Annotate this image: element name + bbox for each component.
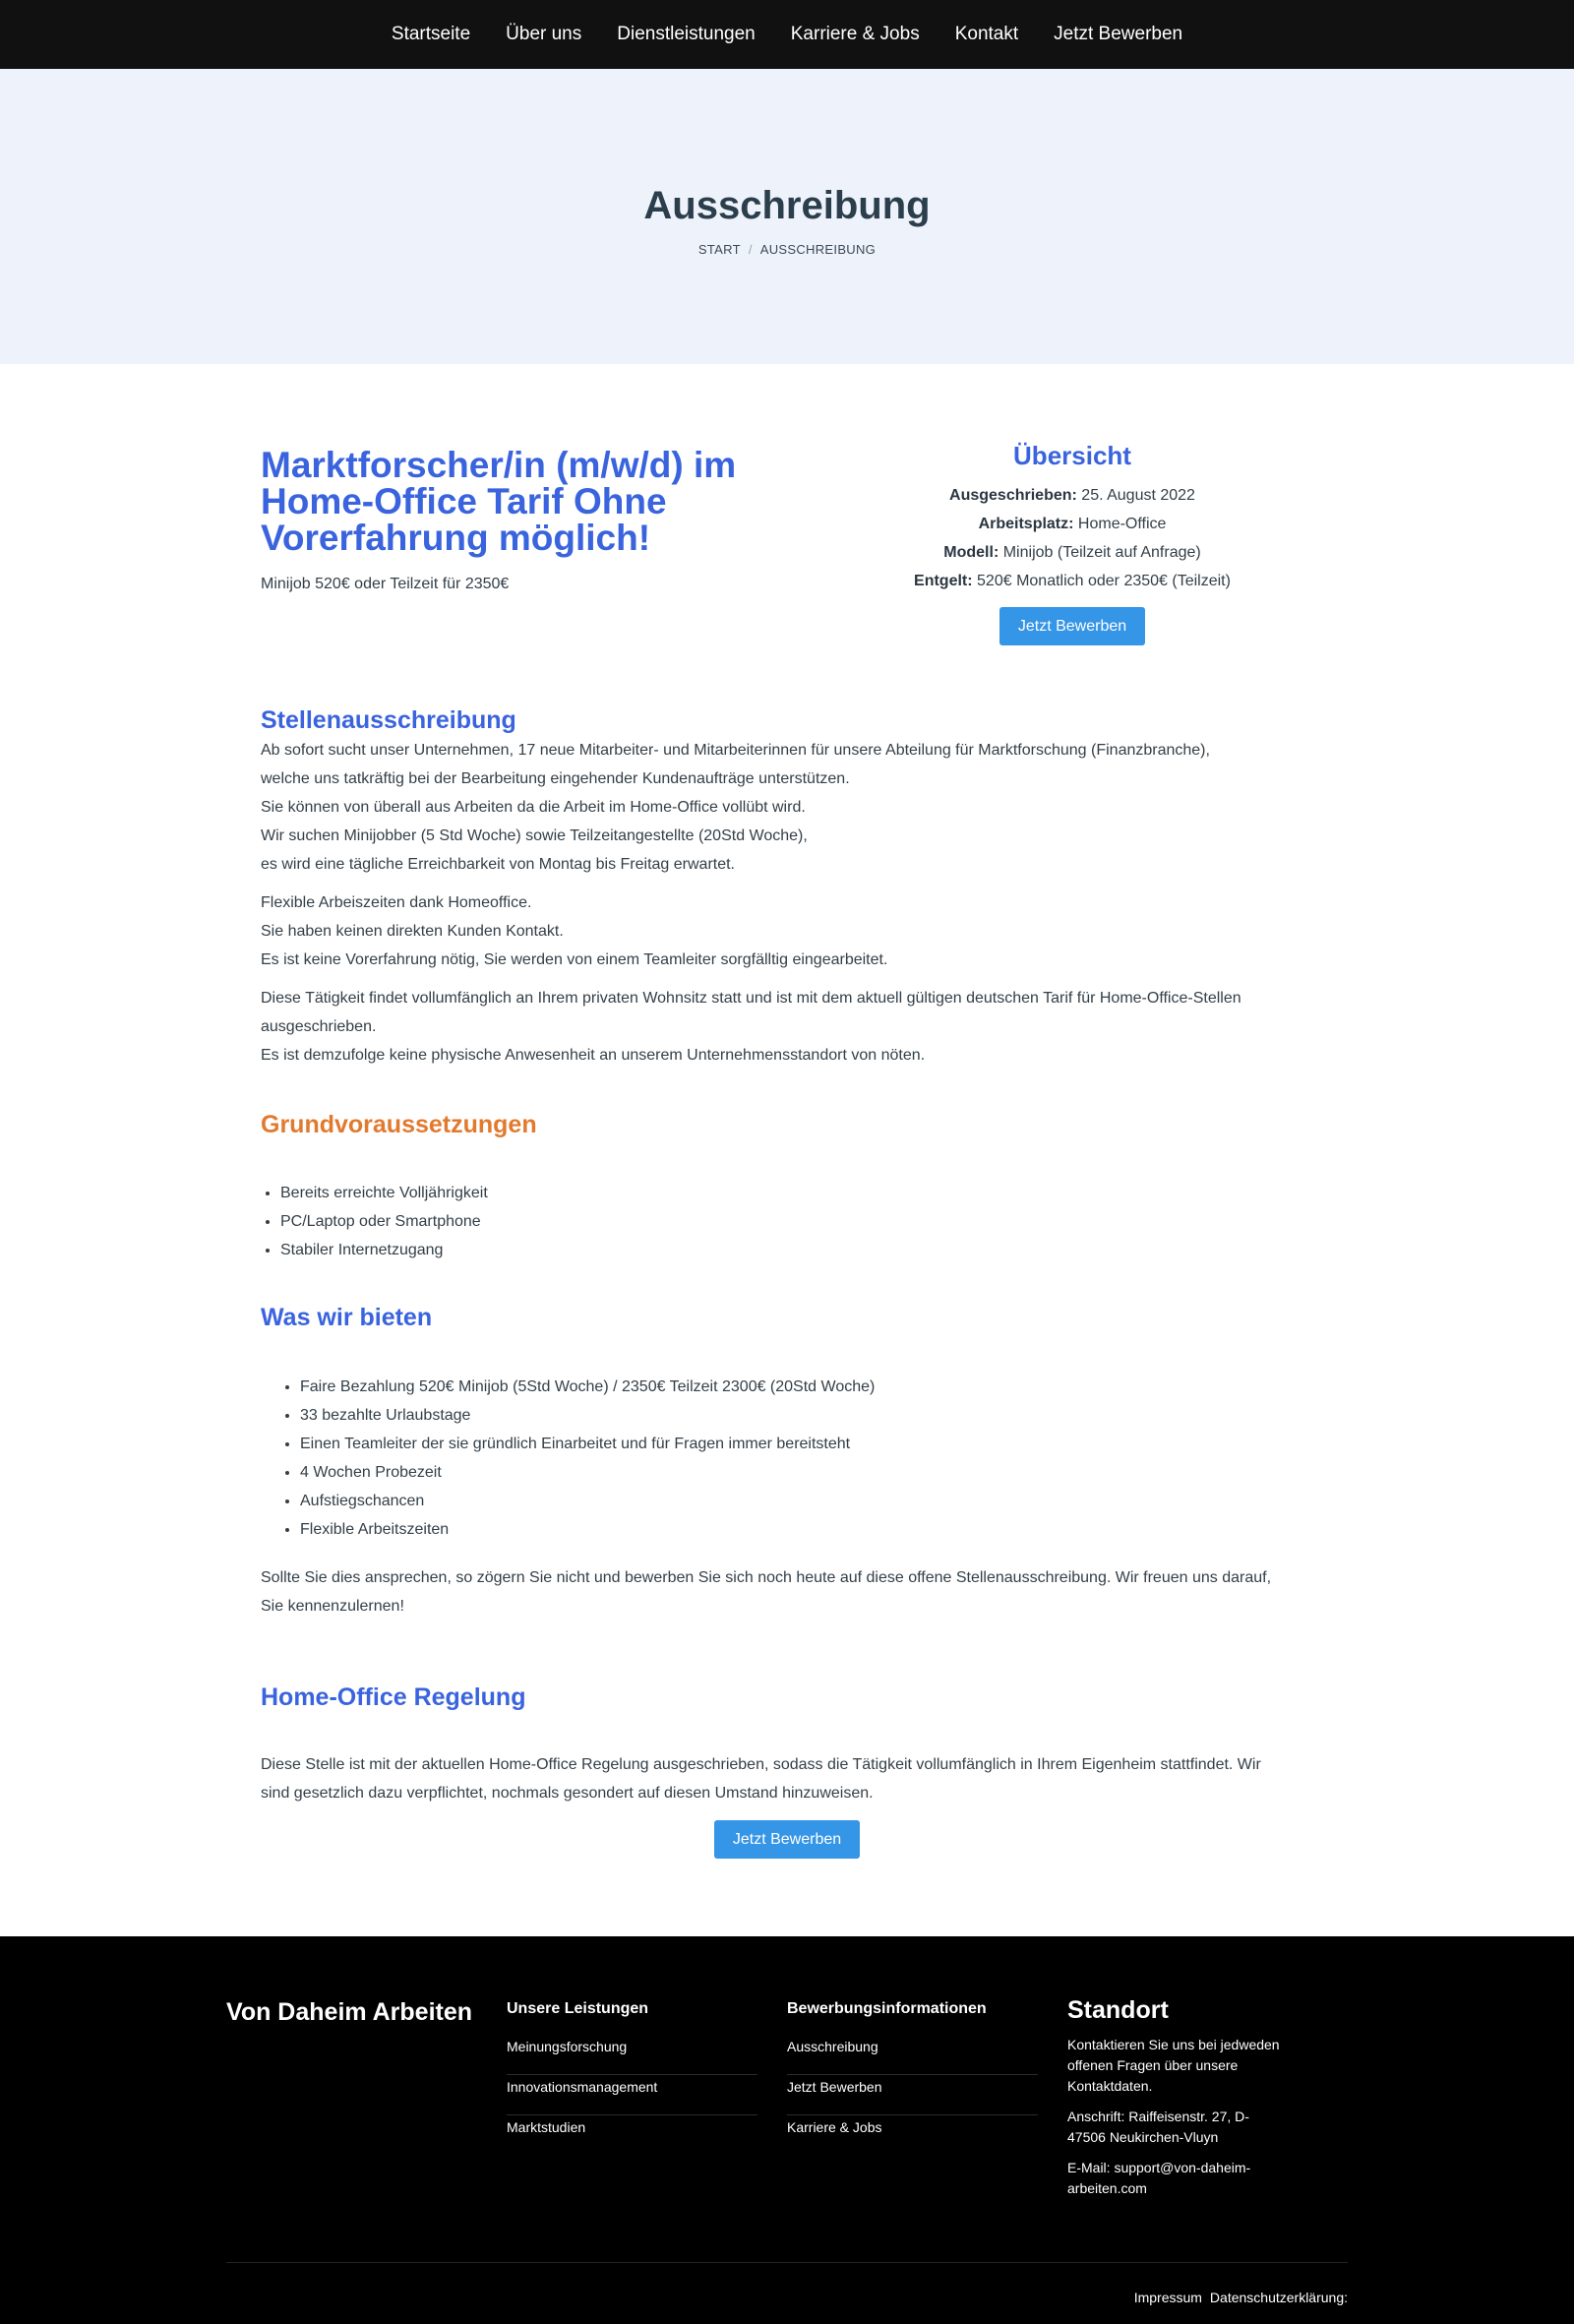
overview-row-entgelt	[861, 567, 1284, 595]
list-item: • 33 bezahlte Urlaubstage	[300, 1401, 1313, 1430]
breadcrumb-start[interactable]: START	[697, 242, 741, 257]
footer-heading-leistungen: Unsere Leistungen	[507, 2000, 649, 2017]
text-line: Es ist demzufolge keine physische Anwesenheit an unserem Unternehmensstandort von nöten.	[261, 1047, 926, 1064]
stelle-paragraph-2	[261, 888, 1313, 974]
nav-link-ueber-uns[interactable]: Über uns	[506, 24, 582, 44]
nav-link-startseite[interactable]: Startseite	[391, 24, 471, 44]
footer-email: E-Mail: support@von-daheim-arbeiten.com	[1067, 2160, 1251, 2196]
list-item: • Faire Bezahlung 520€ Minijob (5Std Woche) / 2350€ Teilzeit 2300€ (20Std Woche)	[300, 1373, 1313, 1401]
breadcrumb-current: AUSSCHREIBUNG	[759, 242, 877, 257]
section-grundvoraussetzungen	[261, 1111, 1313, 1264]
overview-box	[861, 441, 1284, 645]
list-item: • Aufstiegschancen	[300, 1487, 1313, 1515]
footer-columns	[226, 1936, 1348, 2209]
stelle-paragraph-1	[261, 736, 1313, 879]
footer-link-karriere-jobs[interactable]: Karriere & Jobs	[787, 2119, 882, 2135]
overview-value: Minijob (Teilzeit auf Anfrage)	[999, 544, 1201, 561]
footer-link-impressum[interactable]: Impressum	[1133, 2290, 1202, 2305]
overview-label: Ausgeschrieben:	[949, 487, 1077, 504]
overview-label: Modell:	[943, 544, 999, 561]
footer-address: Anschrift: Raiffeisenstr. 27, D-47506 Neukirchen-Vluyn	[1067, 2109, 1249, 2145]
job-headline-block	[261, 441, 772, 645]
list-item: • Stabiler Internetzugang	[280, 1236, 1313, 1264]
list-item: • Bereits erreichte Volljährigkeit	[280, 1179, 1313, 1207]
page-hero	[0, 69, 1574, 364]
text-line: Sie haben keinen direkten Kunden Kontakt.	[261, 923, 564, 940]
footer-brand-title: Von Daheim Arbeiten	[226, 1998, 473, 2026]
section-title-was-wir-bieten: Was wir bieten	[261, 1304, 433, 1331]
section-was-wir-bieten	[261, 1304, 1313, 1621]
list-item: • PC/Laptop oder Smartphone	[280, 1207, 1313, 1236]
text-line: Sollte Sie dies ansprechen, so zögern Sie nicht und bewerben Sie sich noch heute auf diese offene Stellenausschreibung. Wir freuen uns darauf,	[261, 1569, 1272, 1586]
text-line: Sie können von überall aus Arbeiten da die Arbeit im Home-Office vollübt wird.	[261, 799, 806, 816]
overview-value: 520€ Monatlich oder 2350€ (Teilzeit)	[972, 573, 1231, 589]
text-line: Diese Stelle ist mit der aktuellen Home-Office Regelung ausgeschrieben, sodass die Tätigkeit vollumfänglich in Ihrem Eigenheim stattfindet. Wir	[261, 1756, 1261, 1773]
overview-row-modell	[861, 538, 1284, 567]
apply-button-wrapper	[261, 1820, 1313, 1859]
footer-contact-text: Kontaktieren Sie uns bei jedweden offenen Fragen über unsere Kontaktdaten.	[1067, 2037, 1280, 2094]
footer-link-meinungsforschung[interactable]: Meinungsforschung	[507, 2035, 757, 2075]
home-office-paragraph	[261, 1750, 1313, 1807]
section-title-grundvoraussetzungen: Grundvoraussetzungen	[261, 1111, 537, 1138]
text-line: welche uns tatkräftig bei der Bearbeitung eingehender Kundenaufträge unterstützen.	[261, 770, 850, 787]
apply-button-overview[interactable]: Jetzt Bewerben	[999, 607, 1145, 645]
closing-paragraph	[261, 1563, 1313, 1621]
footer-brand	[226, 1996, 507, 2209]
text-line: Sie kennenzulernen!	[261, 1598, 404, 1615]
section-title-stellenausschreibung: Stellenausschreibung	[261, 706, 516, 734]
footer-heading-standort: Standort	[1067, 1996, 1169, 2024]
nav-link-kontakt[interactable]: Kontakt	[954, 24, 1019, 44]
footer-heading-bewerbung: Bewerbungsinformationen	[787, 2000, 987, 2017]
job-intro	[261, 441, 1313, 645]
footer-link-ausschreibung[interactable]: Ausschreibung	[787, 2035, 1038, 2075]
footer-link-innovationsmanagement[interactable]: Innovationsmanagement	[507, 2075, 757, 2115]
list-item: • Flexible Arbeitszeiten	[300, 1515, 1313, 1544]
footer-col-standort	[1067, 1996, 1348, 2209]
list-item: • 4 Wochen Probezeit	[300, 1458, 1313, 1487]
overview-row-ausgeschrieben	[861, 481, 1284, 510]
overview-label: Arbeitsplatz:	[978, 516, 1074, 532]
nav-link-jetzt-bewerben[interactable]: Jetzt Bewerben	[1054, 24, 1183, 44]
footer-bottom-bar	[226, 2262, 1348, 2324]
overview-value: 25. August 2022	[1076, 487, 1195, 504]
text-line: ausgeschrieben.	[261, 1018, 377, 1035]
breadcrumb	[698, 242, 876, 257]
overview-label: Entgelt:	[914, 573, 973, 589]
section-title-home-office-regelung: Home-Office Regelung	[261, 1683, 526, 1711]
section-home-office-regelung	[261, 1683, 1313, 1859]
overview-value: Home-Office	[1073, 516, 1167, 532]
text-line: Es ist keine Vorerfahrung nötig, Sie werden von einem Teamleiter sorgfälltig eingearbeitet.	[261, 951, 888, 968]
main-content	[261, 364, 1313, 1859]
nav-link-karriere-jobs[interactable]: Karriere & Jobs	[790, 24, 920, 44]
footer-col-leistungen	[507, 1996, 787, 2209]
footer-col-bewerbung	[787, 1996, 1067, 2209]
text-line: Flexible Arbeiszeiten dank Homeoffice.	[261, 894, 532, 911]
job-title: Marktforscher/in (m/w/d) im Home-Office Tarif Ohne Vorerfahrung möglich!	[261, 445, 737, 558]
section-stellenausschreibung	[261, 706, 1313, 1070]
text-line: es wird eine tägliche Erreichbarkeit von Montag bis Freitag erwartet.	[261, 856, 735, 873]
footer-link-datenschutz[interactable]: Datenschutzerklärung:	[1209, 2290, 1348, 2305]
apply-button-bottom[interactable]: Jetzt Bewerben	[714, 1820, 860, 1859]
overview-row-arbeitsplatz	[861, 510, 1284, 538]
site-footer	[0, 1936, 1574, 2324]
text-line: sind gesetzlich dazu verpflichtet, nochmals gesondert auf diesen Umstand hinzuweisen.	[261, 1785, 874, 1802]
footer-link-jetzt-bewerben[interactable]: Jetzt Bewerben	[787, 2075, 1038, 2115]
breadcrumb-separator: /	[748, 242, 753, 257]
text-line: Wir suchen Minijobber (5 Std Woche) sowie Teilzeitangestellte (20Std Woche),	[261, 827, 808, 844]
page-title: Ausschreibung	[643, 184, 931, 227]
text-line: Diese Tätigkeit findet vollumfänglich an Ihrem privaten Wohnsitz statt und ist mit dem aktuell gültigen deutschen Tarif für Home-Office-Stellen	[261, 990, 1241, 1007]
benefits-list	[261, 1373, 1313, 1544]
top-navigation	[0, 0, 1574, 69]
nav-link-dienstleistungen[interactable]: Dienstleistungen	[617, 24, 756, 44]
list-item: • Einen Teamleiter der sie gründlich Einarbeitet und für Fragen immer bereitsteht	[300, 1430, 1313, 1458]
footer-link-marktstudien[interactable]: Marktstudien	[507, 2119, 586, 2135]
stelle-paragraph-3	[261, 984, 1313, 1070]
requirements-list	[261, 1179, 1313, 1264]
overview-title: Übersicht	[1013, 441, 1131, 470]
job-subtitle: Minijob 520€ oder Teilzeit für 2350€	[261, 576, 510, 592]
text-line: Ab sofort sucht unser Unternehmen, 17 neue Mitarbeiter- und Mitarbeiterinnen für unsere Abteilung für Marktforschung (Finanzbranche),	[261, 742, 1210, 759]
